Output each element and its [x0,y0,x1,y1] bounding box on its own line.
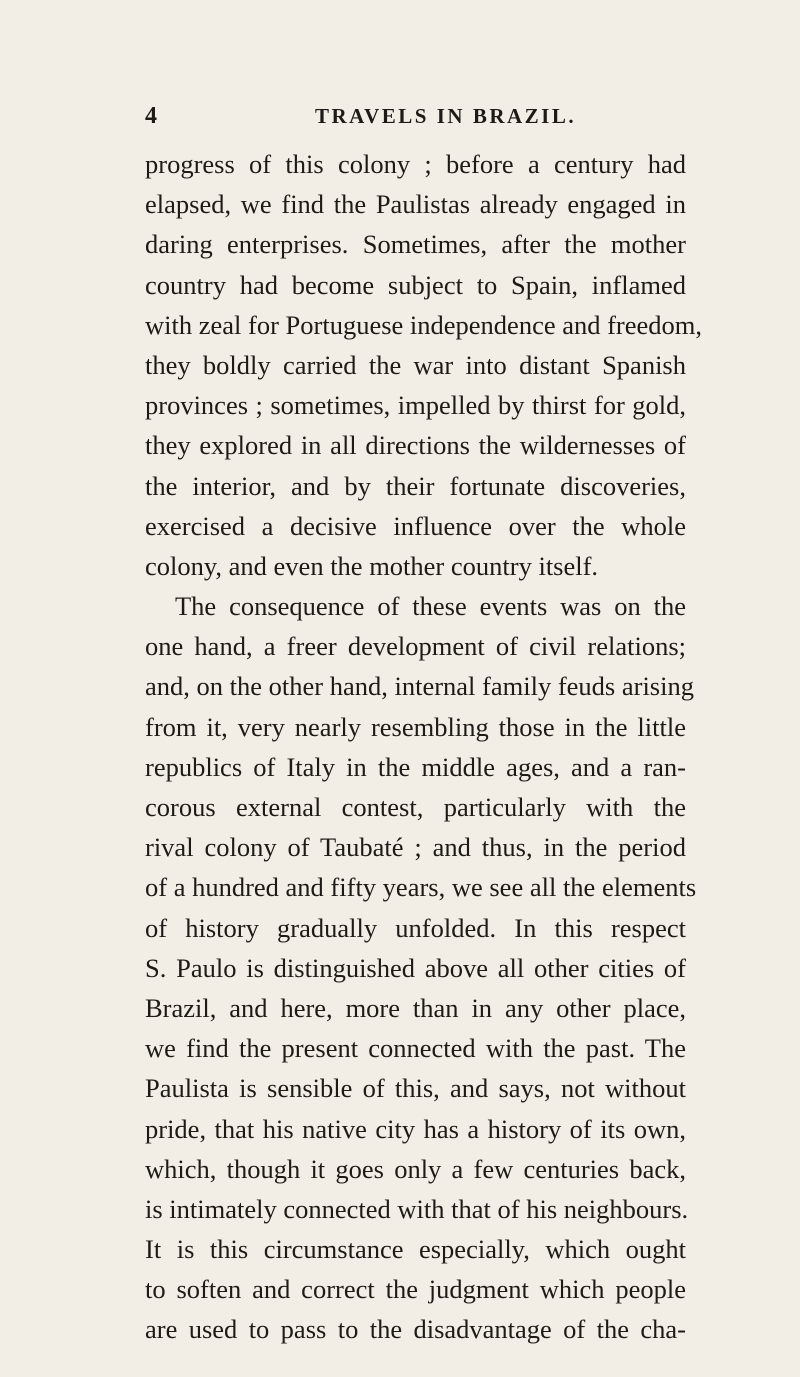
text-line: rival colony of Taubaté ; and thus, in the period [145,832,686,863]
text-line: of history gradually unfolded. In this respect [145,912,686,943]
text-line: elapsed, we find the Paulistas already engaged in [145,189,686,220]
text-line: progress of this colony ; before a century had [145,149,686,179]
text-line: to soften and correct the judgment which people [145,1274,686,1305]
running-head: TRAVELS IN BRAZIL. [315,104,577,128]
text-line: S. Paulo is distinguished above all other cities of [145,952,686,983]
text-line: provinces ; sometimes, impelled by thirst for gold, [145,390,686,421]
paragraph-start-line: The consequence of these events was on the [175,591,686,622]
text-line: which, though it goes only a few centuries back, [145,1153,686,1184]
text-line: they explored in all directions the wildernesses of [145,430,686,461]
page-number: 4 [145,103,157,129]
text-line: It is this circumstance especially, which ought [145,1234,686,1265]
text-line: the interior, and by their fortunate discoveries, [145,470,686,501]
text-line: is intimately connected with that of his neighbours. [145,1193,689,1224]
text-line: we find the present connected with the past. The [145,1033,686,1064]
text-line: are used to pass to the disadvantage of the cha- [145,1314,686,1345]
text-line: corous external contest, particularly with the [145,792,686,822]
page-header [145,96,685,136]
text-line: one hand, a freer development of civil relations; [145,631,686,662]
text-line: Paulista is sensible of this, and says, not without [145,1073,686,1104]
text-line: republics of Italy in the middle ages, and a ran- [145,751,686,782]
text-line: daring enterprises. Sometimes, after the mother [145,229,686,260]
text-line: Brazil, and here, more than in any other place, [145,992,686,1023]
text-line: they boldly carried the war into distant Spanish [145,349,686,380]
body-text [145,144,703,1350]
paragraph-end-line: colony, and even the mother country itself. [145,550,599,581]
text-line: with zeal for Portuguese independence and freedom, [145,309,703,340]
text-line: exercised a decisive influence over the whole [145,510,686,541]
text-line: of a hundred and fifty years, we see all the elements [145,872,697,903]
text-line: country had become subject to Spain, inflamed [145,269,686,300]
text-line: pride, that his native city has a history of its own, [145,1113,686,1144]
text-line: and, on the other hand, internal family feuds arising [145,671,694,702]
text-line: from it, very nearly resembling those in the little [145,711,686,742]
